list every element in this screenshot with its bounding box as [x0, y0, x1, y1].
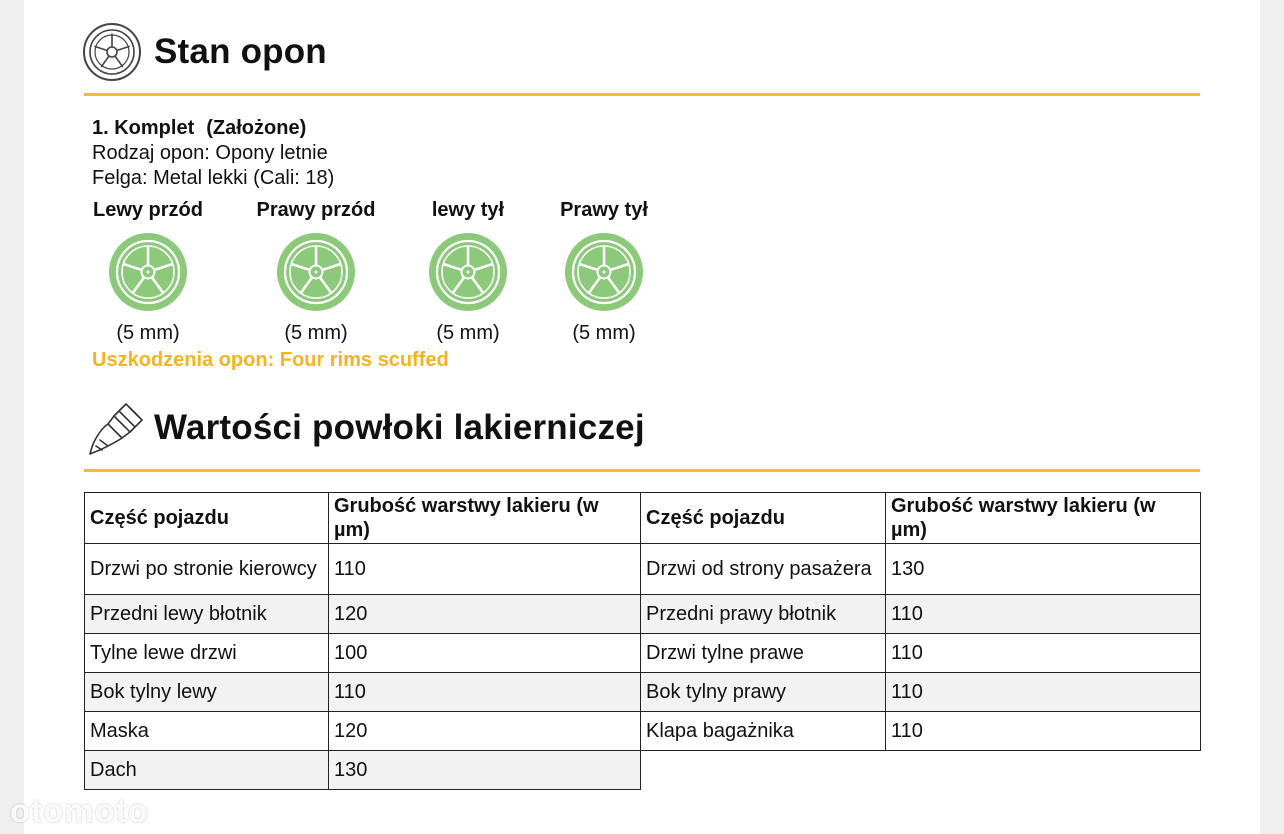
green-tire-icon: [428, 232, 508, 312]
thickness-value: 130: [329, 751, 641, 790]
thickness-value: 120: [329, 595, 641, 634]
thickness-value: 120: [329, 712, 641, 751]
part-name: Bok tylny lewy: [85, 673, 329, 712]
thickness-value: 110: [886, 673, 1201, 712]
part-name: Drzwi po stronie kierowcy: [85, 544, 329, 595]
part-name: Drzwi tylne prawe: [641, 634, 886, 673]
thickness-value: 110: [329, 673, 641, 712]
watermark-logo: otomoto: [10, 792, 149, 829]
tire-icon: [82, 22, 142, 82]
part-name: Przedni prawy błotnik: [641, 595, 886, 634]
empty-cell: [641, 751, 886, 790]
header-thickness-right: Grubość warstwy lakieru (w µm): [886, 493, 1201, 544]
part-name: Bok tylny prawy: [641, 673, 886, 712]
tire-set-heading: [92, 116, 334, 141]
thickness-value: 110: [886, 595, 1201, 634]
table-row: [85, 673, 1201, 712]
part-name: Przedni lewy błotnik: [85, 595, 329, 634]
tire-rim: Felga: Metal lekki (Cali: 18): [92, 167, 335, 189]
wheel-tread-depth: (5 mm): [284, 322, 348, 344]
table-row: [85, 712, 1201, 751]
green-tire-icon: [564, 232, 644, 312]
wheel-front-right: [236, 199, 396, 345]
header-part-right: Część pojazdu: [641, 493, 886, 544]
tire-type: Rodzaj opon: Opony letnie: [92, 142, 328, 164]
paint-section-header: [88, 398, 645, 458]
part-name: Dach: [85, 751, 329, 790]
wheel-position-label: Prawy tył: [560, 199, 648, 221]
header-part-left: Część pojazdu: [85, 493, 329, 544]
tire-set-status: (Założone): [206, 117, 307, 139]
wheel-rear-right: [524, 199, 684, 345]
tires-section-header: [82, 22, 327, 82]
green-tire-icon: [276, 232, 356, 312]
part-name: Drzwi od strony pasażera: [641, 544, 886, 595]
part-name: Maska: [85, 712, 329, 751]
thickness-value: 110: [886, 634, 1201, 673]
tires-section-title: Stan opon: [154, 32, 327, 71]
tire-damage-note: Uszkodzenia opon: Four rims scuffed: [92, 349, 449, 371]
thickness-value: 130: [886, 544, 1201, 595]
paint-section-title: Wartości powłoki lakierniczej: [154, 408, 645, 447]
paint-thickness-table: [84, 492, 1201, 790]
wheel-tread-depth: (5 mm): [116, 322, 180, 344]
green-tire-icon: [108, 232, 188, 312]
header-thickness-left: Grubość warstwy lakieru (w µm): [329, 493, 641, 544]
thickness-value: 110: [886, 712, 1201, 751]
wheel-front-left: [68, 199, 228, 345]
paint-brush-icon: [88, 398, 148, 458]
table-row: [85, 595, 1201, 634]
thickness-value: 100: [329, 634, 641, 673]
tire-set-label: 1. Komplet: [92, 117, 195, 139]
wheel-position-label: Prawy przód: [256, 199, 376, 221]
tires-section-divider: [84, 93, 1200, 96]
wheel-position-label: lewy tył: [431, 199, 505, 221]
wheel-position-label: Lewy przód: [92, 199, 203, 221]
table-row: [85, 634, 1201, 673]
paint-section-divider: [84, 469, 1200, 472]
wheel-tread-depth: (5 mm): [572, 322, 636, 344]
part-name: Klapa bagażnika: [641, 712, 886, 751]
empty-cell: [886, 751, 1201, 790]
table-row: [85, 544, 1201, 595]
table-row: [85, 751, 1201, 790]
table-header-row: [85, 493, 1201, 544]
part-name: Tylne lewe drzwi: [85, 634, 329, 673]
thickness-value: 110: [329, 544, 641, 595]
report-page: [24, 0, 1260, 834]
tire-set-info: [92, 116, 334, 191]
wheel-tread-depth: (5 mm): [436, 322, 500, 344]
